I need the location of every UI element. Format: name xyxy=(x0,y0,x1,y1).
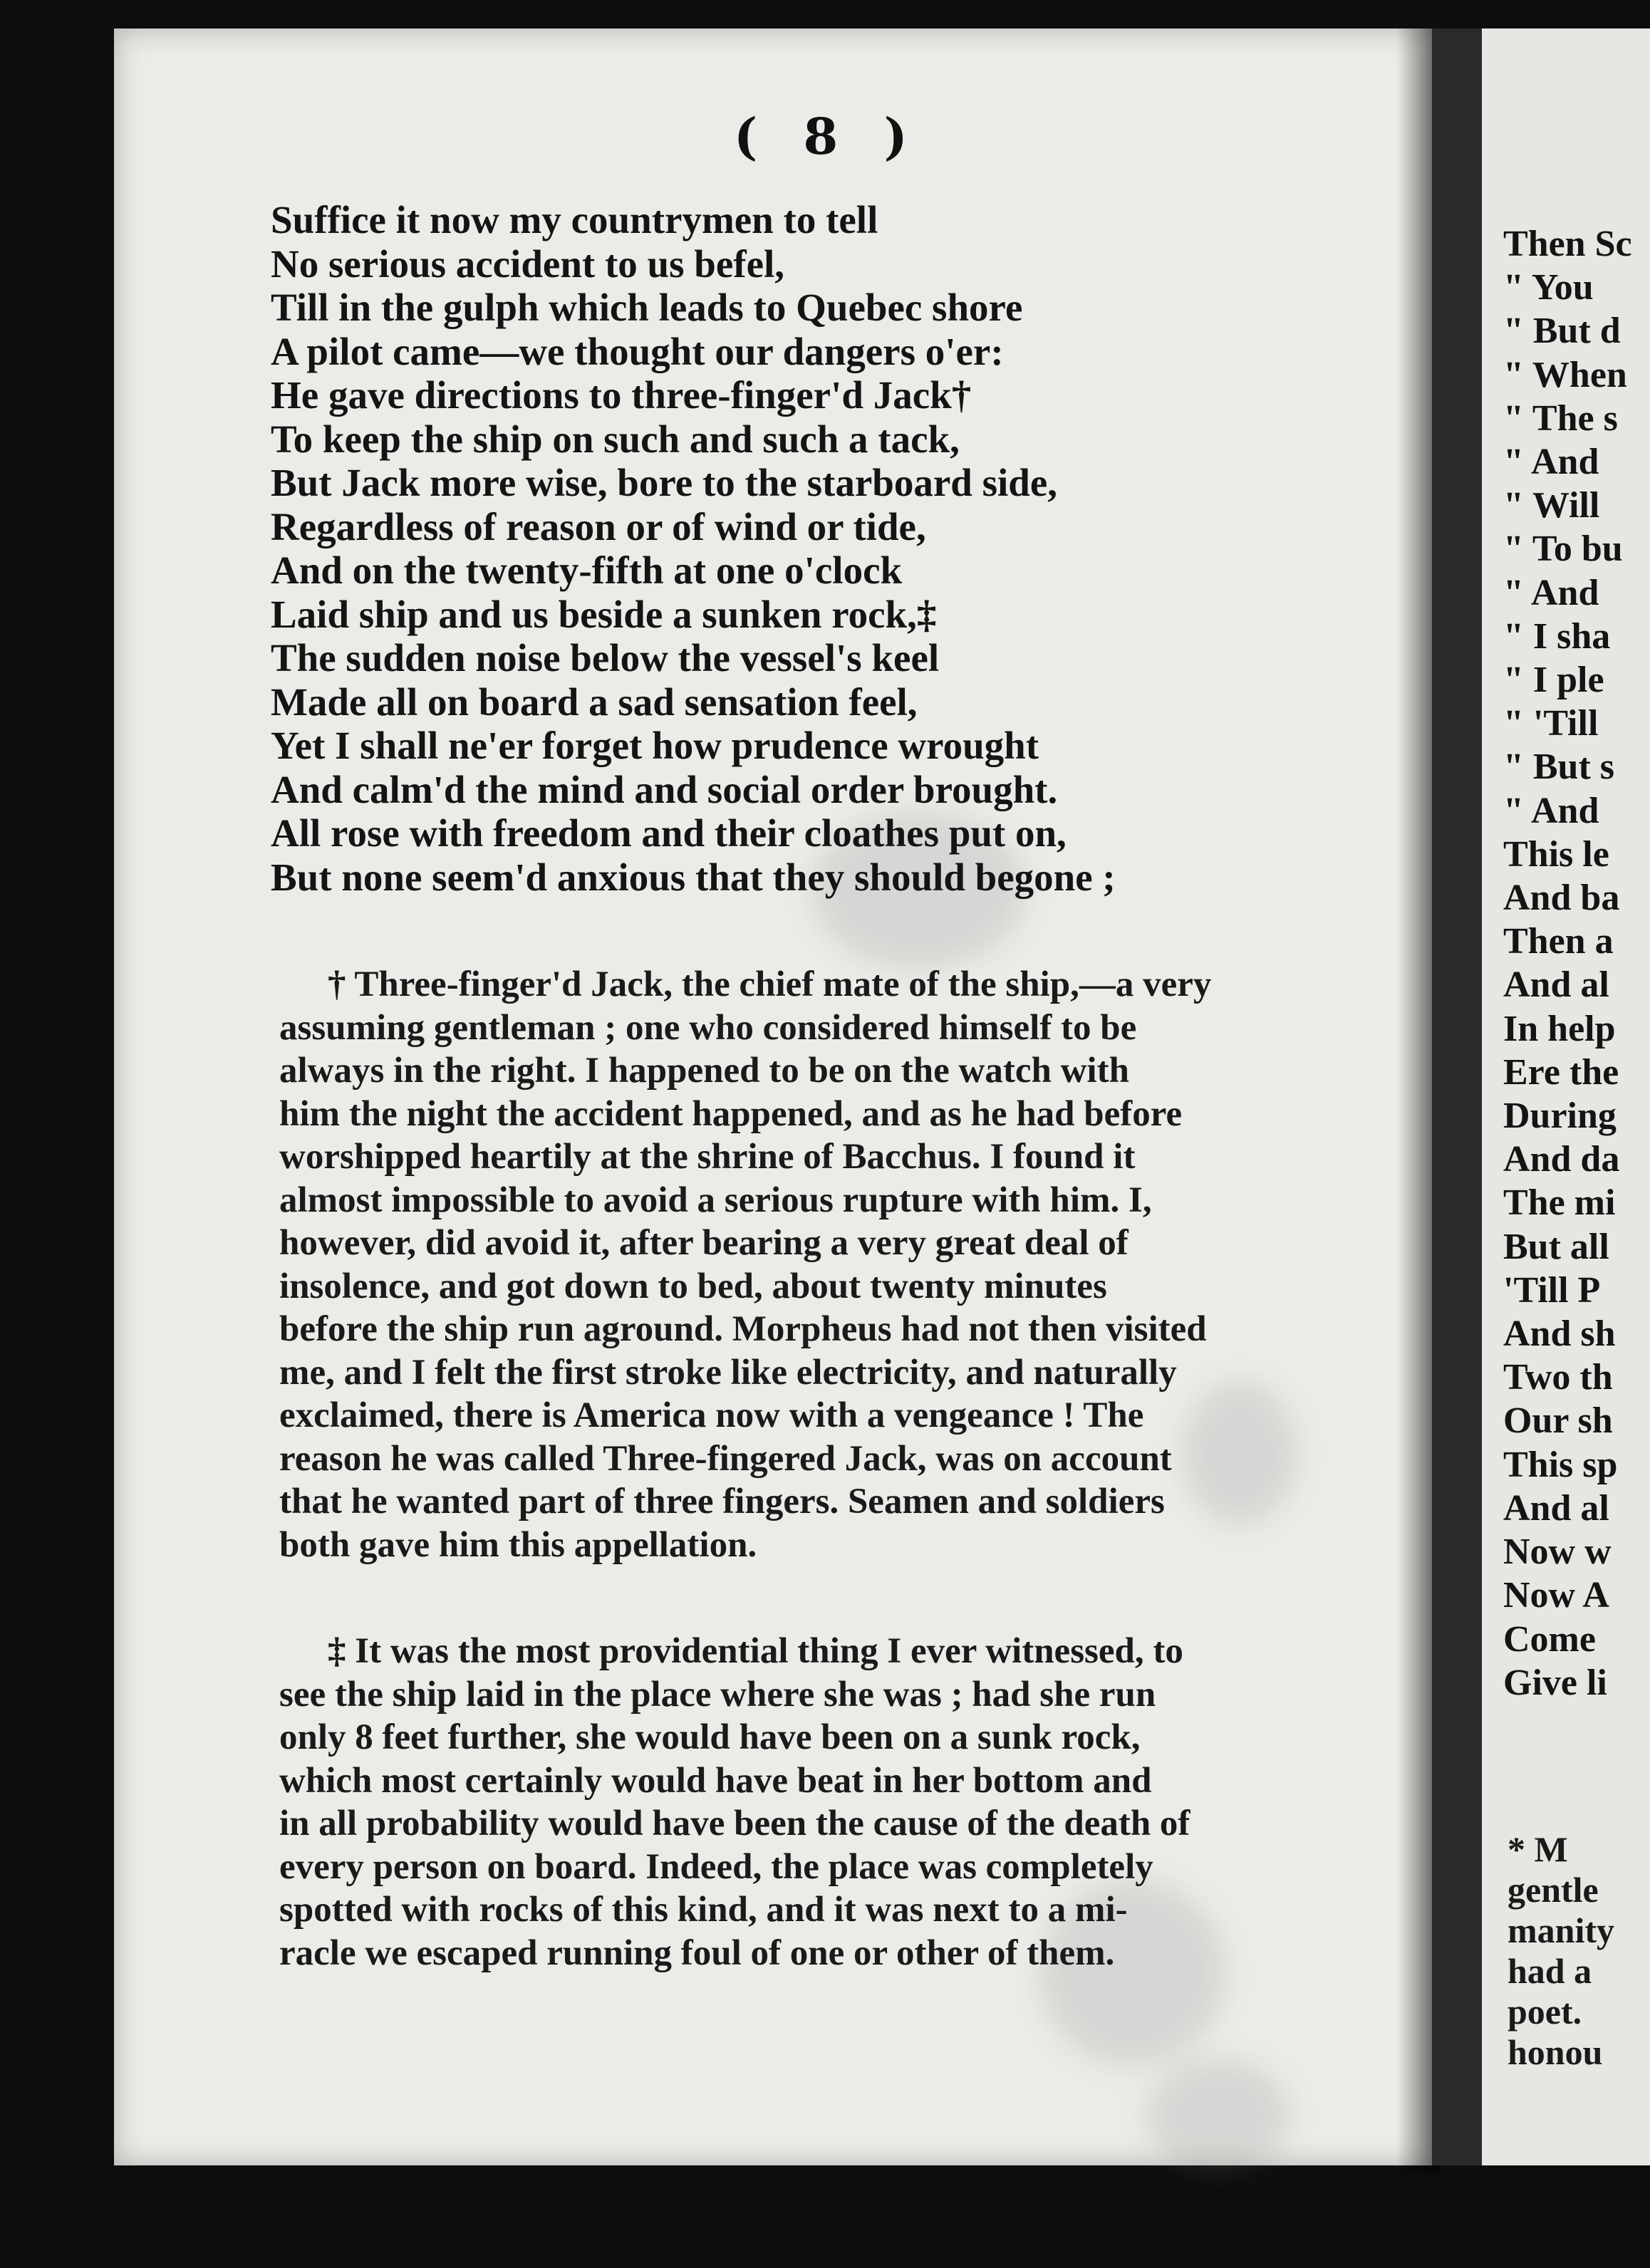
verse-line: But none seem'd anxious that they should begone ; xyxy=(271,855,1116,899)
verse-line: Regardless of reason or of wind or tide, xyxy=(271,504,926,548)
right-line: " And xyxy=(1503,442,1599,483)
verse-line: And calm'd the mind and social order brought. xyxy=(271,767,1058,811)
footnote-line: in all probability would have been the cause of the death of xyxy=(279,1804,1190,1843)
right-line: " And xyxy=(1503,572,1599,613)
footnote-line: assuming gentleman ; one who considered himself to be xyxy=(279,1007,1137,1048)
right-line: Now w xyxy=(1503,1531,1612,1573)
right-page-footnote xyxy=(1508,1829,1650,2073)
footnote-line: every person on board. Indeed, the place was completely xyxy=(279,1846,1153,1887)
right-footnote-line: honou xyxy=(1508,2032,1603,2072)
footnote-line: ‡ It was the most providential thing I ever witnessed, to xyxy=(328,1631,1183,1671)
right-line: During xyxy=(1503,1096,1617,1137)
footnote-line: always in the right. I happened to be on the watch with xyxy=(279,1051,1129,1091)
right-line: This le xyxy=(1503,833,1609,875)
right-line: " I sha xyxy=(1503,615,1611,657)
verse-line: All rose with freedom and their cloathes put on, xyxy=(271,811,1067,855)
verse-line: A pilot came—we thought our dangers o'er: xyxy=(271,329,1004,373)
right-line: And sh xyxy=(1503,1314,1616,1355)
right-line: Our sh xyxy=(1503,1400,1613,1442)
footnote-line: that he wanted part of three fingers. Seamen and soldiers xyxy=(279,1482,1165,1521)
right-line: Now A xyxy=(1503,1575,1609,1616)
right-line: Come xyxy=(1503,1618,1596,1660)
verse-line: But Jack more wise, bore to the starboard side, xyxy=(271,461,1058,504)
footnote-line: me, and I felt the first stroke like electricity, and naturally xyxy=(279,1352,1177,1393)
right-line: " When xyxy=(1503,354,1627,395)
verse-block xyxy=(271,198,1411,899)
footnote-line: worshipped heartily at the shrine of Bacchus. I found it xyxy=(279,1137,1136,1177)
right-page-text xyxy=(1503,222,1650,1705)
verse-line: No serious accident to us befel, xyxy=(271,241,785,286)
verse-line: Suffice it now my countrymen to tell xyxy=(271,198,878,241)
right-line: And ba xyxy=(1503,878,1620,919)
right-line: " To bu xyxy=(1503,529,1623,570)
right-footnote-line: had a xyxy=(1508,1951,1592,1991)
verse-line: He gave directions to three-finger'd Jack† xyxy=(271,373,972,417)
verse-line: To keep the ship on such and such a tack, xyxy=(271,417,960,461)
verse-line: Laid ship and us beside a sunken rock,‡ xyxy=(271,592,937,636)
footnote-line: however, did avoid it, after bearing a very great deal of xyxy=(279,1223,1128,1263)
right-footnote-line: poet. xyxy=(1508,1992,1582,2032)
footnote-line: racle we escaped running foul of one or other of them. xyxy=(279,1933,1115,1973)
footnote-line: him the night the accident happened, and as he had before xyxy=(279,1093,1183,1134)
verse-line: The sudden noise below the vessel's keel xyxy=(271,636,940,680)
verse-line: Made all on board a sad sensation feel, xyxy=(271,680,918,724)
right-line: " And xyxy=(1503,790,1599,831)
right-footnote-line: gentle xyxy=(1508,1870,1599,1910)
right-line: Then a xyxy=(1503,921,1614,962)
right-line: In help xyxy=(1503,1008,1616,1049)
right-footnote-line: * M xyxy=(1508,1829,1568,1869)
right-line: " I ple xyxy=(1503,660,1604,701)
right-line: " Will xyxy=(1503,485,1600,526)
footnote-line: reason he was called Three-fingered Jack, was on account xyxy=(279,1438,1172,1479)
footnote-line: which most certainly would have beat in her bottom and xyxy=(279,1760,1152,1801)
right-line: 'Till P xyxy=(1503,1269,1601,1311)
right-line: Ere the xyxy=(1503,1051,1619,1093)
footnote-line: almost impossible to avoid a serious rupture with him. I, xyxy=(279,1180,1152,1220)
footnote-line: exclaimed, there is America now with a vengeance ! The xyxy=(279,1395,1144,1435)
footnote-line: insolence, and got down to bed, about twenty minutes xyxy=(279,1266,1107,1306)
footnote-line: see the ship laid in the place where she was ; had she run xyxy=(279,1674,1156,1715)
footnote-line: before the ship run aground. Morpheus had not then visited xyxy=(279,1309,1207,1349)
page-number: ( 8 ) xyxy=(734,107,922,166)
right-page xyxy=(1482,28,1650,2165)
verse-line: Yet I shall ne'er forget how prudence wrought xyxy=(271,724,1039,767)
footnote-line: spotted with rocks of this kind, and it was next to a mi- xyxy=(279,1890,1128,1930)
right-line: Two th xyxy=(1503,1357,1613,1398)
right-line: Give li xyxy=(1503,1662,1607,1703)
right-line: " The s xyxy=(1503,397,1618,439)
footnote-line: † Three-finger'd Jack, the chief mate of the ship,—a very xyxy=(328,964,1212,1004)
footnote-ddagger xyxy=(279,1630,1391,1975)
right-line: And al xyxy=(1503,964,1609,1006)
footnote-line: both gave him this appellation. xyxy=(279,1524,757,1565)
right-line: " But d xyxy=(1503,311,1621,352)
right-line: And al xyxy=(1503,1487,1609,1529)
right-line: Then Sc xyxy=(1503,224,1632,264)
page-gutter xyxy=(1432,28,1489,2165)
right-footnote-line: manity xyxy=(1508,1910,1614,1950)
verse-line: Till in the gulph which leads to Quebec shore xyxy=(271,286,1023,329)
footnote-line: only 8 feet further, she would have been on a sunk rock, xyxy=(279,1717,1141,1757)
right-line: But all xyxy=(1503,1226,1609,1267)
verse-line: And on the twenty-fifth at one o'clock xyxy=(271,548,903,592)
right-line: " But s xyxy=(1503,747,1615,788)
right-line: This sp xyxy=(1503,1444,1618,1485)
right-line: The mi xyxy=(1503,1182,1616,1224)
right-line: " You xyxy=(1503,267,1594,308)
footnote-dagger xyxy=(279,963,1391,1566)
right-line: " 'Till xyxy=(1503,703,1599,744)
right-line: And da xyxy=(1503,1139,1620,1180)
